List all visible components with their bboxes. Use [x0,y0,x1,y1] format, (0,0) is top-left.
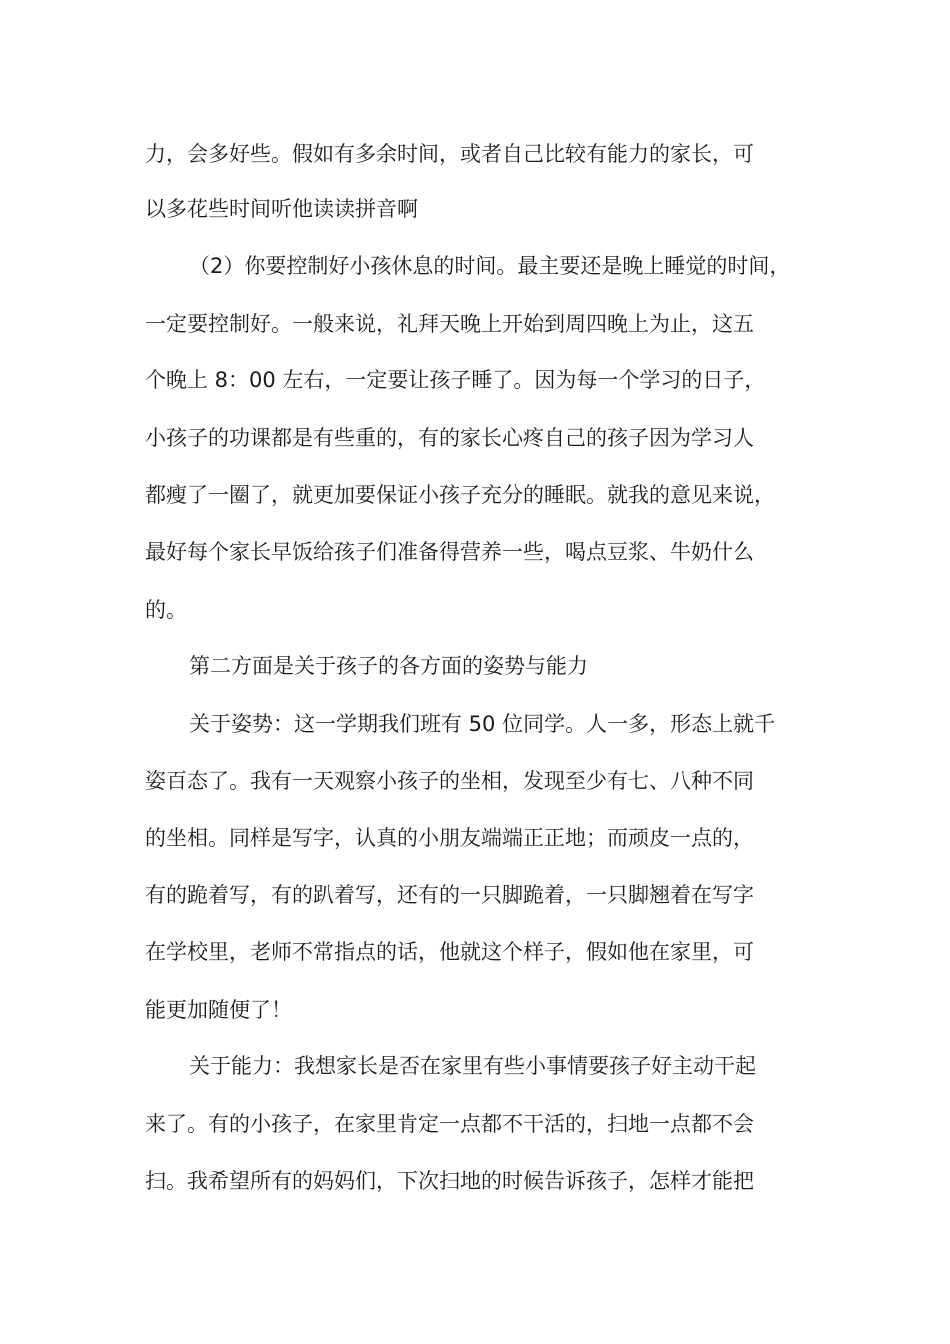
text-line: 来了。有的小孩子，在家里肯定一点都不干活的，扫地一点都不会 [145,1112,754,1136]
text-line: 扫。我希望所有的妈妈们，下次扫地的时候告诉孩子，怎样才能把 [145,1169,754,1193]
text-line: 的坐相。同样是写字，认真的小朋友端端正正地；而顽皮一点的， [145,826,754,850]
text-line: （2）你要控制好小孩休息的时间。最主要还是晚上睡觉的时间， [189,254,791,278]
text-line: 第二方面是关于孩子的各方面的姿势与能力 [189,654,588,678]
text-line: 一定要控制好。一般来说，礼拜天晚上开始到周四晚上为止，这五 [145,312,754,336]
text-line: 有的跪着写，有的趴着写，还有的一只脚跪着，一只脚翘着在写字 [145,883,754,907]
text-line: 关于能力：我想家长是否在家里有些小事情要孩子好主动干起 [189,1054,756,1078]
text-line: 最好每个家长早饭给孩子们准备得营养一些，喝点豆浆、牛奶什么 [145,540,754,564]
text-line: 个晚上 8：00 左右，一定要让孩子睡了。因为每一个学习的日子， [145,368,766,392]
text-line: 在学校里，老师不常指点的话，他就这个样子，假如他在家里，可 [145,940,754,964]
text-line: 以多花些时间听他读读拼音啊 [145,197,418,221]
text-line: 关于姿势：这一学期我们班有 50 位同学。人一多，形态上就千 [189,712,776,736]
text-line: 小孩子的功课都是有些重的，有的家长心疼自己的孩子因为学习人 [145,426,754,450]
text-line: 的。 [145,598,187,622]
text-line: 都瘦了一圈了，就更加要保证小孩子充分的睡眠。就我的意见来说， [145,483,775,507]
text-line: 能更加随便了！ [145,998,292,1022]
text-line: 姿百态了。我有一天观察小孩子的坐相，发现至少有七、八种不同 [145,769,754,793]
text-line: 力，会多好些。假如有多余时间，或者自己比较有能力的家长，可 [145,142,754,166]
